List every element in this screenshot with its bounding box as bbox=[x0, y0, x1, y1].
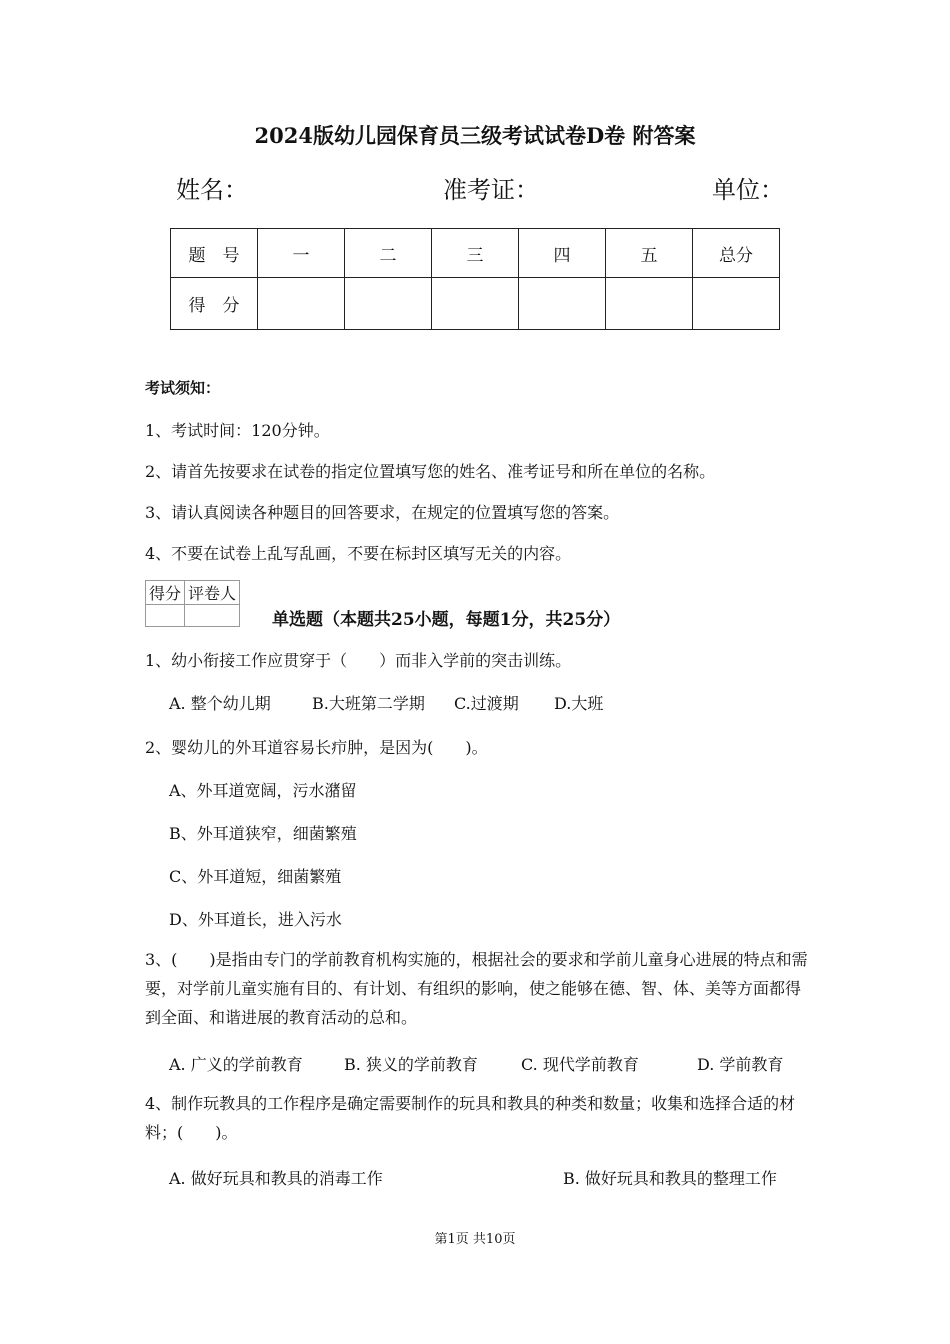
score-table-header-cell: 四 bbox=[519, 229, 606, 278]
notice-title: 考试须知： bbox=[145, 379, 221, 397]
grader-score-label: 得分 bbox=[146, 581, 185, 605]
score-row-label: 得 分 bbox=[171, 278, 258, 330]
score-cell bbox=[693, 278, 780, 330]
unit-field-label: 单位： bbox=[712, 176, 784, 204]
grader-score-cell bbox=[146, 605, 185, 627]
score-table-header-cell: 题 号 bbox=[171, 229, 258, 278]
grader-reviewer-cell bbox=[185, 605, 240, 627]
question-option: B、外耳道狭窄，细菌繁殖 bbox=[169, 824, 357, 843]
notice-item: 1、考试时间：120分钟。 bbox=[145, 421, 330, 440]
score-cell bbox=[258, 278, 345, 330]
page-footer: 第1页 共10页 bbox=[434, 1232, 516, 1247]
score-table-header-cell: 三 bbox=[432, 229, 519, 278]
question-option: A. 整个幼儿期 bbox=[169, 694, 271, 713]
question-option: A、外耳道宽阔，污水潴留 bbox=[169, 781, 357, 800]
question-option: D.大班 bbox=[554, 694, 604, 713]
score-table-header-cell: 二 bbox=[345, 229, 432, 278]
score-table-score-row bbox=[171, 278, 780, 330]
grader-box bbox=[145, 580, 240, 627]
page-title: 2024版幼儿园保育员三级考试试卷D卷 附答案 bbox=[254, 123, 696, 148]
notice-item: 3、请认真阅读各种题目的回答要求，在规定的位置填写您的答案。 bbox=[145, 503, 620, 522]
exam-id-field-label: 准考证： bbox=[443, 176, 539, 204]
score-table-header-cell: 一 bbox=[258, 229, 345, 278]
section-title: 单选题（本题共25小题，每题1分，共25分） bbox=[272, 610, 621, 630]
score-table-header-cell: 五 bbox=[606, 229, 693, 278]
question-option: D. 学前教育 bbox=[697, 1055, 784, 1074]
question-stem: 1、幼小衔接工作应贯穿于（ ）而非入学前的突击训练。 bbox=[145, 651, 572, 670]
score-table-header-cell: 总分 bbox=[693, 229, 780, 278]
score-cell bbox=[519, 278, 606, 330]
question-option: B. 狭义的学前教育 bbox=[344, 1055, 478, 1074]
question-stem: 2、婴幼儿的外耳道容易长疖肿，是因为( )。 bbox=[145, 738, 488, 757]
question-option: A. 做好玩具和教具的消毒工作 bbox=[169, 1169, 383, 1188]
question-option: A. 广义的学前教育 bbox=[169, 1055, 303, 1074]
score-table bbox=[170, 228, 780, 330]
question-option: B. 做好玩具和教具的整理工作 bbox=[563, 1169, 777, 1188]
question-option: D、外耳道长，进入污水 bbox=[169, 910, 342, 929]
question-option: C、外耳道短，细菌繁殖 bbox=[169, 867, 342, 886]
score-cell bbox=[606, 278, 693, 330]
question-option: B.大班第二学期 bbox=[312, 694, 425, 713]
notice-item: 2、请首先按要求在试卷的指定位置填写您的姓名、准考证号和所在单位的名称。 bbox=[145, 462, 716, 481]
score-table-header-row bbox=[171, 229, 780, 278]
score-cell bbox=[432, 278, 519, 330]
notice-item: 4、不要在试卷上乱写乱画，不要在标封区填写无关的内容。 bbox=[145, 544, 572, 563]
name-field-label: 姓名： bbox=[176, 176, 248, 204]
grader-reviewer-label: 评卷人 bbox=[185, 581, 240, 605]
question-option: C. 现代学前教育 bbox=[521, 1055, 639, 1074]
question-stem: 3、( )是指由专门的学前教育机构实施的，根据社会的要求和学前儿童身心进展的特点和需要，对学前儿童实施有目的、有计划、有组织的影响，使之能够在德、智、体、美等方面都得到全面、和谐进展的教育活动的总和。 bbox=[145, 950, 808, 1027]
question-stem: 4、制作玩教具的工作程序是确定需要制作的玩具和教具的种类和数量；收集和选择合适的材料；( )。 bbox=[145, 1094, 796, 1142]
question-option: C.过渡期 bbox=[454, 694, 519, 713]
score-cell bbox=[345, 278, 432, 330]
